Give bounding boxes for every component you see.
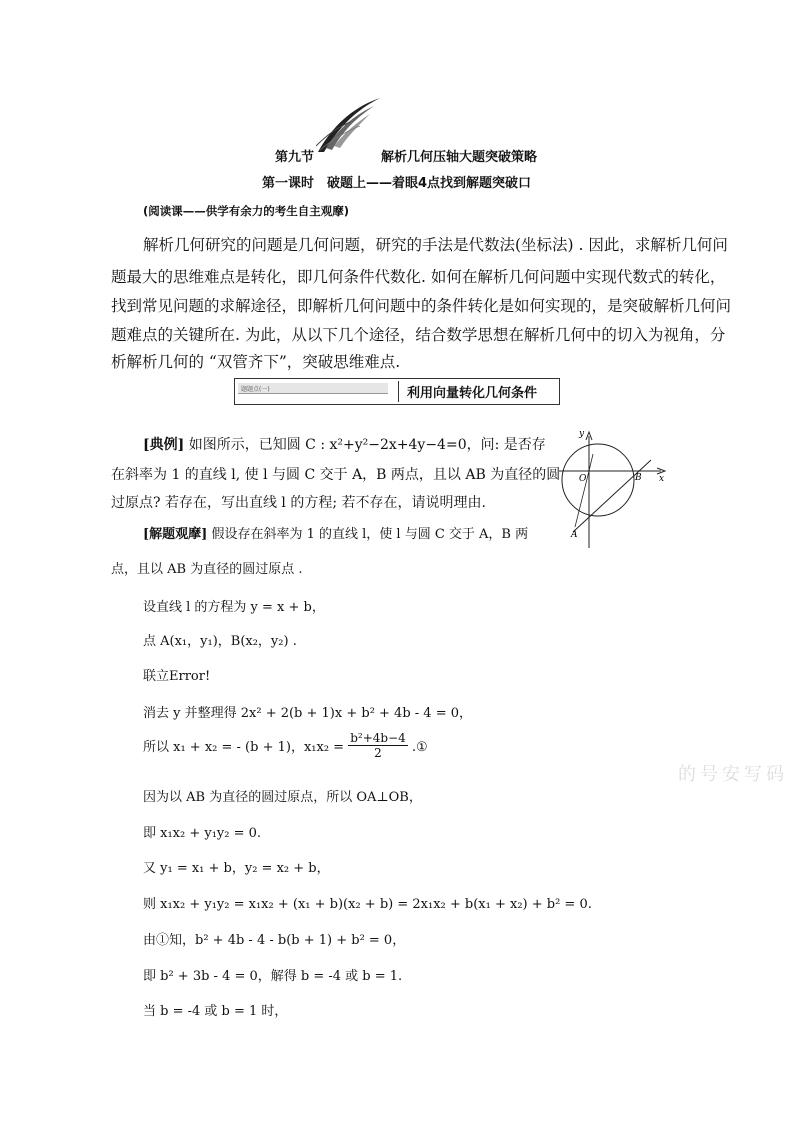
lesson-title: 第一课时 破题上——着眼4点找到解题突破口 <box>262 176 532 191</box>
solution-step-7: 即 x₁x₂ + y₁y₂ = 0. <box>143 826 262 841</box>
solution-step-1: 设直线 l 的方程为 y = x + b， <box>143 600 325 615</box>
intro-line-5: 析解析几何的 “双管齐下”，突破思维难点. <box>111 353 401 371</box>
solution-step-5 <box>143 733 428 762</box>
example-line-3: 过原点? 若存在，写出直线 l 的方程; 若不存在，请说明理由. <box>111 495 486 511</box>
solution-step-9: 则 x₁x₂ + y₁y₂ = x₁x₂ + (x₁ + b)(x₂ + b) = 2x₁x₂ + b(x₁ + x₂) + b² = 0. <box>143 897 592 912</box>
solution-line-2: 点，且以 AB 为直径的圆过原点 . <box>111 562 303 577</box>
fraction-denominator: 2 <box>374 746 382 760</box>
example-line-2: 在斜率为 1 的直线 l, 使 l 与圆 C 交于 A，B 两点，且以 AB 为直径的圆 <box>111 467 561 483</box>
solution-label: [解题观摩] <box>143 527 208 542</box>
example-text-1: 如图所示，已知圆 C : x²+y²−2x+4y−4=0，问: 是否存 <box>188 437 546 453</box>
reading-note: (阅读课——供学有余力的考生自主观摩) <box>143 204 350 218</box>
intro-line-1: 解析几何研究的问题是几何问题，研究的手法是代数法(坐标法) . 因此，求解析几何问 <box>143 236 728 254</box>
solution-step-3: 联立Error! <box>143 669 211 684</box>
figure-origin-label: O <box>579 474 587 484</box>
figure-y-label: y <box>579 429 585 439</box>
example-line-1 <box>143 434 546 454</box>
solution-step-8: 又 y₁ = x₁ + b，y₂ = x₂ + b， <box>143 861 330 876</box>
solution-fraction <box>348 731 408 760</box>
solution-step-2: 点 A(x₁，y₁)，B(x₂，y₂) . <box>143 634 297 649</box>
solution-step-5-post: .① <box>411 740 428 755</box>
topic-tag-title: 利用向量转化几何条件 <box>407 386 538 401</box>
decorative-swoosh-logo <box>316 96 382 154</box>
figure-point-b-label: B <box>635 473 642 483</box>
topic-tag-small-label: 题题点(一) <box>241 386 270 393</box>
watermark-text: 的号安写码 <box>678 764 788 785</box>
figure-x-label: x <box>659 474 665 484</box>
topic-tag-box <box>234 378 560 405</box>
solution-step-12: 当 b = -4 或 b = 1 时， <box>143 1004 288 1019</box>
solution-step-5-pre: 所以 x₁ + x₂ = - (b + 1)，x₁x₂ = <box>143 740 345 755</box>
section-number: 第九节 <box>275 150 315 165</box>
solution-step-4: 消去 y 并整理得 2x² + 2(b + 1)x + b² + 4b - 4 = 0， <box>143 706 473 721</box>
figure-point-a-label: A <box>571 530 578 540</box>
intro-line-2: 题最大的思维难点是转化，即几何条件代数化. 如何在解析几何问题中实现代数式的转化， <box>111 268 726 286</box>
fraction-numerator: b²+4b−4 <box>350 731 406 745</box>
solution-text-1: 假设存在斜率为 1 的直线 l，使 l 与圆 C 交于 A，B 两 <box>211 527 529 542</box>
topic-tag-divider <box>398 381 399 402</box>
circle-line-figure <box>553 424 673 550</box>
topic-tag-label-bar <box>238 383 388 394</box>
example-label: [典例] <box>143 437 185 453</box>
watermark <box>678 760 788 786</box>
intro-line-3: 找到常见问题的求解途径，即解析几何问题中的条件转化是如何实现的，是突破解析几何问 <box>111 297 732 315</box>
section-title: 解析几何压轴大题突破策略 <box>381 150 538 165</box>
solution-line-1 <box>143 523 528 542</box>
solution-step-6: 因为以 AB 为直径的圆过原点，所以 OA⊥OB， <box>143 790 422 805</box>
solution-step-10: 由①知，b² + 4b - 4 - b(b + 1) + b² = 0， <box>143 933 406 948</box>
intro-line-4: 题难点的关键所在. 为此，从以下几个途径，结合数学思想在解析几何中的切入为视角，分 <box>111 326 726 344</box>
solution-step-11: 即 b² + 3b - 4 = 0，解得 b = -4 或 b = 1. <box>143 969 403 984</box>
